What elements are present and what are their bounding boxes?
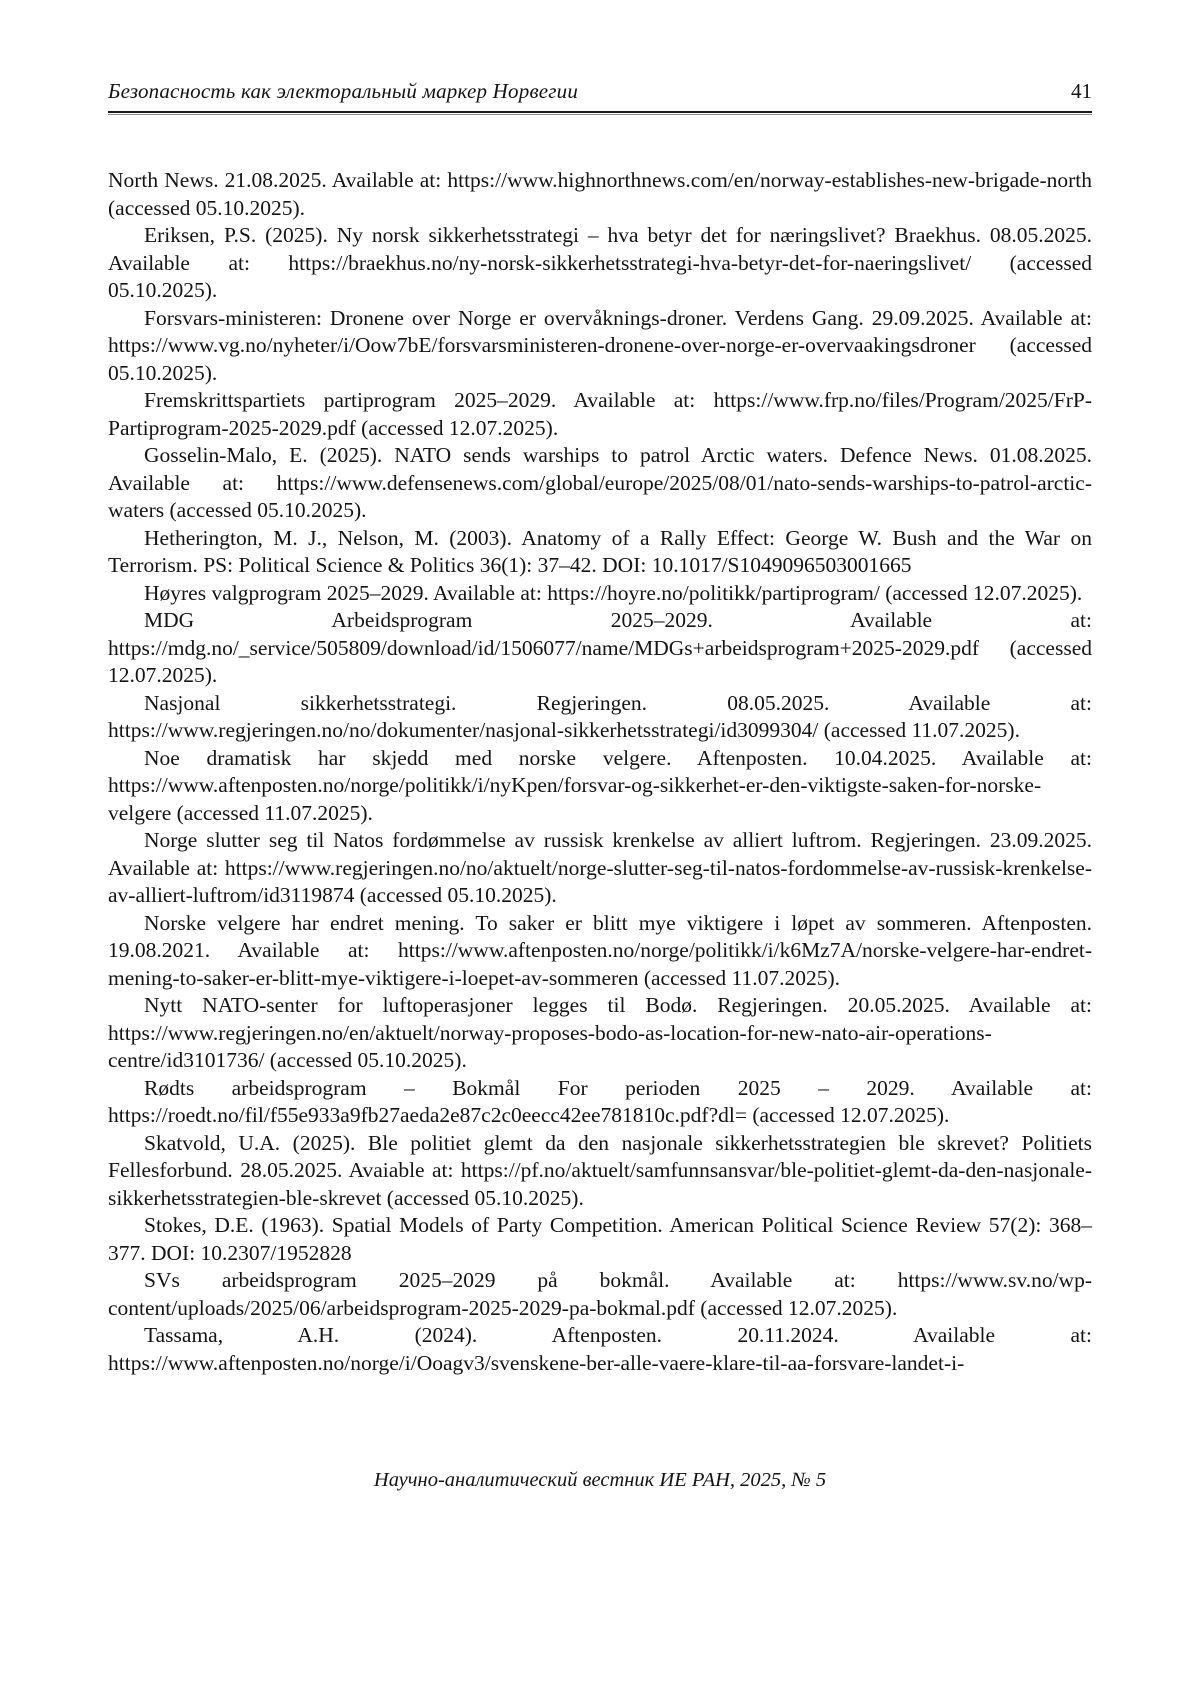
reference-paragraph: Gosselin-Malo, E. (2025). NATO sends warships to patrol Arctic waters. Defence News. 01.08.2025. Available at: https://www.defensenews.com/global/europe/2025/08/01/nato-sends-warships-to-patrol-arctic-waters (accessed 05.10.2025). (108, 443, 1092, 522)
reference-paragraph: Forsvars-ministeren: Dronene over Norge er overvåknings-droner. Verdens Gang. 29.09.2025. Available at: https://www.vg.no/nyheter/i/Oow7bE/forsvarsministeren-dronene-over-norge-er-overvaakingsdroner (accessed 05.10.2025). (108, 305, 1092, 385)
reference-paragraph: MDG Arbeidsprogram 2025–2029. Available at: https://mdg.no/_service/505809/download/id/1506077/name/MDGs+arbeidsprogram+2025-2029.pdf (accessed 12.07.2025). (108, 608, 1092, 687)
reference-paragraph: Norge slutter seg til Natos fordømmelse av russisk krenkelse av alliert luftrom. Regjeringen. 23.09.2025. Available at: https://www.regjeringen.no/no/aktuelt/norge-slutter-seg-til-natos-fordommelse-av-russisk-krenkelse-av-alliert-luftrom/id3119874 (accessed 05.10.2025). (108, 828, 1092, 907)
reference-paragraph: Tassama, A.H. (2024). Aftenposten. 20.11.2024. Available at: https://www.aftenposten.no/norge/i/Ooagv3/svenskene-ber-alle-vaere-klare-til-aa-forsvare-landet-i- (108, 1323, 1092, 1375)
reference-paragraph: SVs arbeidsprogram 2025–2029 på bokmål. Available at: https://www.sv.no/wp-content/uploads/2025/06/arbeidsprogram-2025-2029-pa-bokmal.pdf (accessed 12.07.2025). (108, 1268, 1092, 1320)
reference-paragraph: Eriksen, P.S. (2025). Ny norsk sikkerhetsstrategi – hva betyr det for næringslivet? Braekhus. 08.05.2025. Available at: https://braekhus.no/ny-norsk-sikkerhetsstrategi-hva-betyr-det-for-naeringslivet/ (accessed 05.10.2025). (108, 223, 1092, 302)
header-rule-thick-line (108, 111, 1092, 113)
reference-paragraph: North News. 21.08.2025. Available at: https://www.highnorthnews.com/en/norway-establishes-new-brigade-north (accessed 05.10.2025). (108, 168, 1092, 220)
reference-paragraph: Norske velgere har endret mening. To saker er blitt mye viktigere i løpet av sommeren. Aftenposten. 19.08.2021. Available at: https://www.aftenposten.no/norge/politikk/i/k6Mz7A/norske-velgere-har-endret-mening-to-saker-er-blitt-mye-viktigere-i-loepet-av-sommeren (accessed 11.07.2025). (108, 910, 1092, 990)
header-rule-thin-line (108, 114, 1092, 115)
reference-paragraph: Nasjonal sikkerhetsstrategi. Regjeringen. 08.05.2025. Available at: https://www.regjeringen.no/no/dokumenter/nasjonal-sikkerhetsstrategi/id3099304/ (accessed 11.07.2025). (108, 690, 1092, 742)
journal-footer: Научно-аналитический вестник ИЕ РАН, 2025, № 5 (373, 1469, 827, 1491)
reference-paragraph: Høyres valgprogram 2025–2029. Available at: https://hoyre.no/politikk/partiprogram/ (accessed 12.07.2025). (144, 580, 1083, 605)
reference-paragraph: Fremskrittspartiets partiprogram 2025–2029. Available at: https://www.frp.no/files/Program/2025/FrP-Partiprogram-2025-2029.pdf (accessed 12.07.2025). (108, 388, 1092, 440)
reference-paragraph: Nytt NATO-senter for luftoperasjoner legges til Bodø. Regjeringen. 20.05.2025. Available at: https://www.regjeringen.no/en/aktuelt/norway-proposes-bodo-as-location-for-new-nato-air-operations-centre/id3101736/ (accessed 05.10.2025). (108, 993, 1092, 1072)
running-title: Безопасность как электоральный маркер Норвегии (108, 79, 579, 103)
reference-paragraph: Hetherington, M. J., Nelson, M. (2003). Anatomy of a Rally Effect: George W. Bush and the War on Terrorism. PS: Political Science & Politics 36(1): 37–42. DOI: 10.1017/S1049096503001665 (108, 525, 1092, 577)
reference-paragraph: Stokes, D.E. (1963). Spatial Models of Party Competition. American Political Science Review 57(2): 368–377. DOI: 10.2307/1952828 (108, 1213, 1092, 1265)
running-head (108, 78, 1092, 104)
reference-paragraph: Rødts arbeidsprogram – Bokmål For perioden 2025 – 2029. Available at: https://roedt.no/fil/f55e933a9fb27aeda2e87c2c0eecc42ee781810c.pdf?dl= (accessed 12.07.2025). (108, 1075, 1092, 1127)
reference-paragraph: Skatvold, U.A. (2025). Ble politiet glemt da den nasjonale sikkerhetsstrategien ble skrevet? Politiets Fellesforbund. 28.05.2025. Avaiable at: https://pf.no/aktuelt/samfunnsansvar/ble-politiet-glemt-da-den-nasjonale-sikkerhetsstrategien-ble-skrevet (accessed 05.10.2025). (108, 1130, 1092, 1210)
page-number: 41 (1071, 79, 1092, 103)
reference-paragraph: Noe dramatisk har skjedd med norske velgere. Aftenposten. 10.04.2025. Available at: https://www.aftenposten.no/norge/politikk/i/nyKpen/forsvar-og-sikkerhet-er-den-viktigste-saken-for-norske-velgere (accessed 11.07.2025). (108, 745, 1092, 825)
header-rule (108, 111, 1092, 115)
references-list (108, 167, 1092, 1377)
